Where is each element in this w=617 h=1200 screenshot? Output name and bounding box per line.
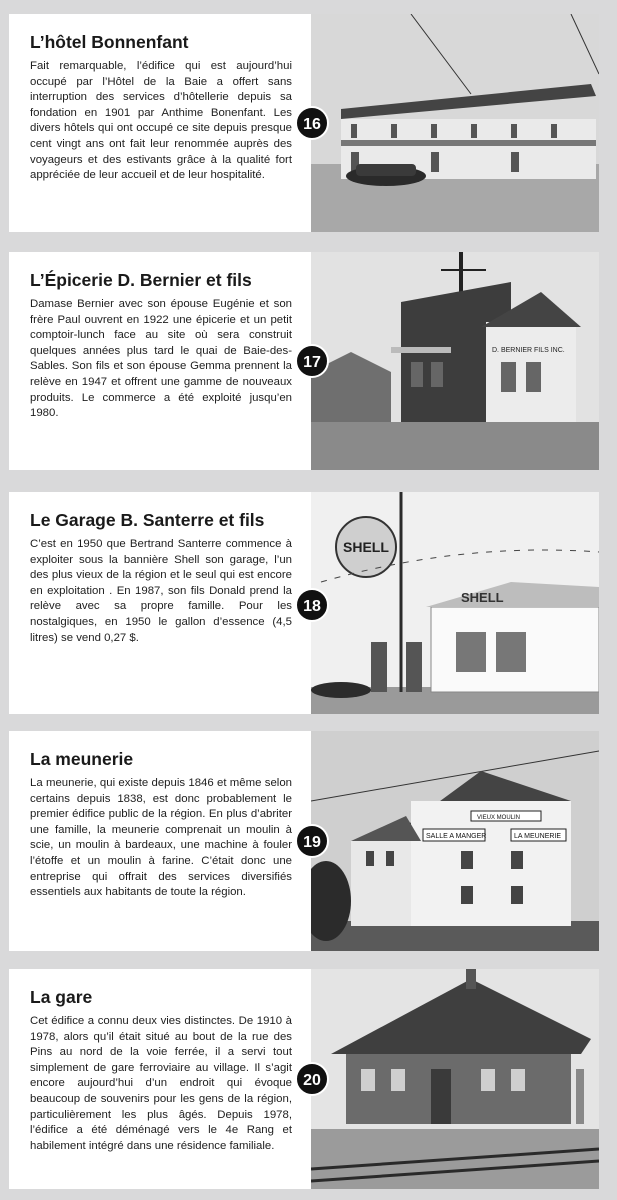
card-mill — [9, 731, 599, 951]
card-station — [9, 969, 599, 1189]
svg-text:SHELL: SHELL — [461, 590, 504, 605]
number-badge: 20 — [295, 1062, 329, 1096]
card-title: La meunerie — [30, 749, 134, 769]
svg-text:LA MEUNERIE: LA MEUNERIE — [514, 833, 562, 840]
garage-photo — [311, 492, 599, 714]
card-body: Cet édifice a connu deux vies distinctes. De 1910 à 1978, alors qu’il était situé au bout de la rue des Pins au nord de la voie ferrée, il a servi tout simplement de gare ferroviaire au village. Il s’agit encore aujourd’hui d’un endroit qui évoque beaucoup de souvenirs pour les gens de la région, particulièrement les plus âgés. Depuis 1978, l’édifice a été déménagé vers le 4e Rang et habilement intégré dans une résidence familiale. — [30, 1015, 292, 1152]
svg-text:SALLE A MANGER: SALLE A MANGER — [426, 833, 487, 840]
svg-text:SHELL: SHELL — [343, 539, 389, 555]
card-body: Fait remarquable, l’édifice qui est aujourd’hui occupé par l’Hôtel de la Baie a offert sans interruption des services d’hôtellerie depuis sa fondation en 1901 par Anthime Bonenfant. Les divers hôtels qui ont occupé ce site depuis presque cent vingt ans ont fait leur renommée auprès des voyageurs et des estivants grâce à la qualité fort appréciée de leur accueil et de leur hospitalité. — [30, 60, 292, 182]
number-badge: 16 — [295, 106, 329, 140]
number-badge: 18 — [295, 588, 329, 622]
card-title: La gare — [30, 987, 93, 1007]
svg-text:D. BERNIER FILS INC.: D. BERNIER FILS INC. — [492, 347, 565, 354]
station-photo — [311, 969, 599, 1189]
card-garage — [9, 492, 599, 714]
card-grocery — [9, 252, 599, 470]
hotel-photo — [311, 14, 599, 232]
number-badge: 19 — [295, 824, 329, 858]
card-body: C’est en 1950 que Bertrand Santerre commence à exploiter sous la bannière Shell son garage, l’un des plus vieux de la région et le seul qui est encore en exploitation . En 1987, son fils Donald prend la relève avec sa propre famille. Pour les nostalgiques, en 1950 le gallon d’essence (4,5 litres) se vend 0,27 $. — [30, 538, 292, 644]
mill-photo — [311, 731, 599, 951]
card-body: La meunerie, qui existe depuis 1846 et même selon certains depuis 1838, est donc probablement le premier édifice public de la région. En plus d’abriter une famille, la meunerie comprenait un moulin à scie, un moulin à bardeaux, une machine à fouler l’étoffe et un moulin à farine. C’était donc une entreprise qui offrait des services diversifiés essentiels aux habitants de toute la région. — [30, 777, 292, 899]
card-title: L’hôtel Bonnenfant — [30, 32, 189, 52]
grocery-photo — [311, 252, 599, 470]
number-badge: 17 — [295, 344, 329, 378]
card-body: Damase Bernier avec son épouse Eugénie et son frère Paul ouvrent en 1922 une épicerie et un petit comptoir-lunch face au site où sera construit quelques années plus tard le quai de Baie-des-Sables. Son fils et son épouse Gemma prennent la relève en 1947 et offrent une gamme de nouveaux produits. Le commerce a été exploité jusqu’en 1980. — [30, 298, 292, 420]
card-hotel — [9, 14, 599, 232]
card-title: Le Garage B. Santerre et fils — [30, 510, 265, 530]
card-title: L’Épicerie D. Bernier et fils — [30, 270, 252, 290]
svg-text:VIEUX MOULIN: VIEUX MOULIN — [477, 815, 521, 821]
